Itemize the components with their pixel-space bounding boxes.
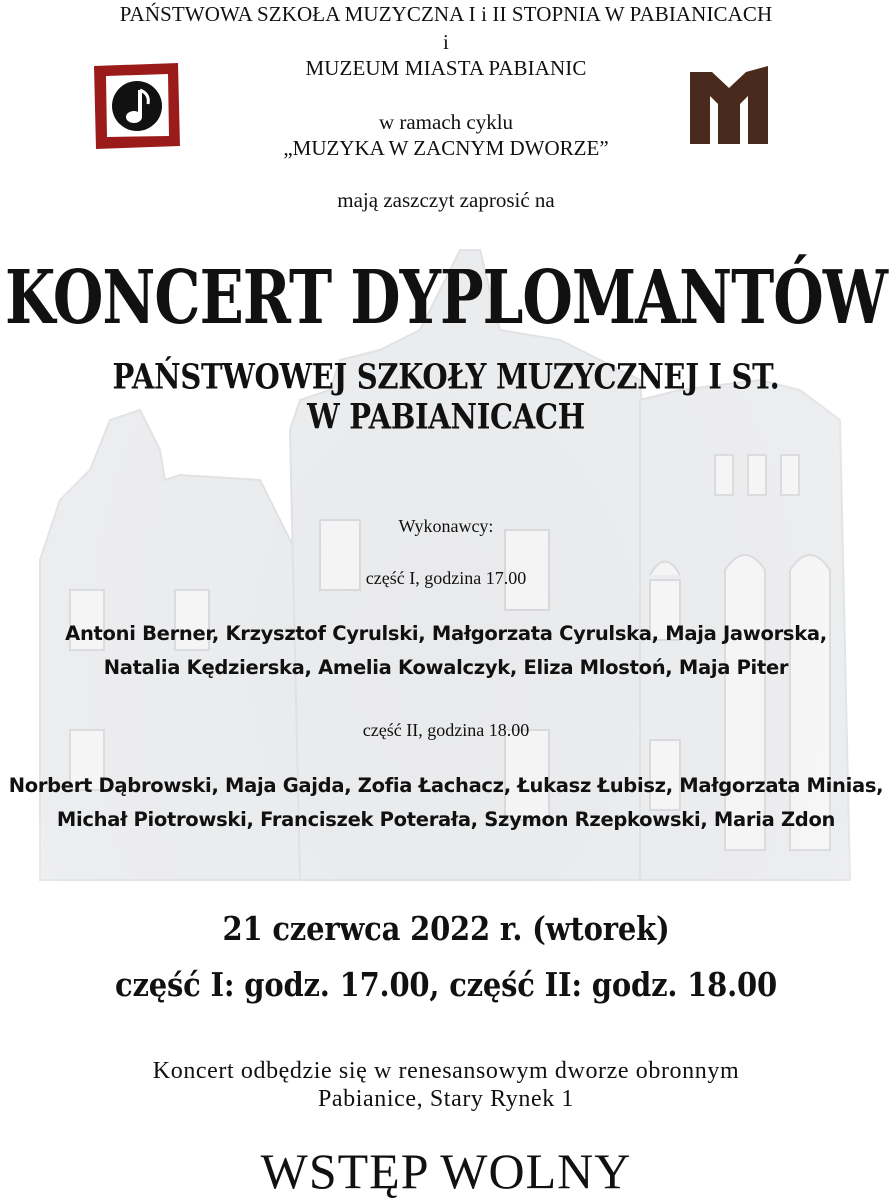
event-date: 21 czerwca 2022 r. (wtorek) xyxy=(222,910,670,949)
event-times: część I: godz. 17.00, część II: godz. 18.00 xyxy=(115,966,777,1005)
part2-label: część II, godzina 18.00 xyxy=(362,720,530,740)
concert-subtitle-line1: PAŃSTWOWEJ SZKOŁY MUZYCZNEJ I ST. xyxy=(112,356,780,397)
museum-name: MUZEUM MIASTA PABIANIC xyxy=(305,56,587,80)
cycle-name: „MUZYKA W ZACNYM DWORZE” xyxy=(283,136,609,160)
part2-names-line2: Michał Piotrowski, Franciszek Poterała, Szymon Rzepkowski, Maria Zdon xyxy=(56,808,836,831)
school-name: PAŃSTWOWA SZKOŁA MUZYCZNA I i II STOPNIA W PABIANICACH xyxy=(119,2,773,26)
cycle-intro: w ramach cyklu xyxy=(378,110,514,134)
performers-heading: Wykonawcy: xyxy=(398,516,494,536)
venue-line2: Pabianice, Stary Rynek 1 xyxy=(317,1086,575,1112)
venue-line1: Koncert odbędzie się w renesansowym dworze obronnym xyxy=(152,1058,740,1084)
part1-label: część I, godzina 17.00 xyxy=(365,568,527,588)
part2-names-line1: Norbert Dąbrowski, Maja Gajda, Zofia Łachacz, Łukasz Łubisz, Małgorzata Minias, xyxy=(8,774,884,797)
free-admission: WSTĘP WOLNY xyxy=(260,1143,632,1199)
concert-subtitle-line2: W PABIANICACH xyxy=(307,396,585,437)
part1-names-line1: Antoni Berner, Krzysztof Cyrulski, Małgorzata Cyrulska, Maja Jaworska, xyxy=(65,622,827,645)
concert-title: KONCERT DYPLOMANTÓW xyxy=(5,254,887,342)
part1-names-line2: Natalia Kędzierska, Amelia Kowalczyk, Eliza Mlostoń, Maja Piter xyxy=(103,656,789,679)
invite-text: mają zaszczyt zaprosić na xyxy=(337,188,555,212)
conjunction-text: i xyxy=(443,30,449,54)
